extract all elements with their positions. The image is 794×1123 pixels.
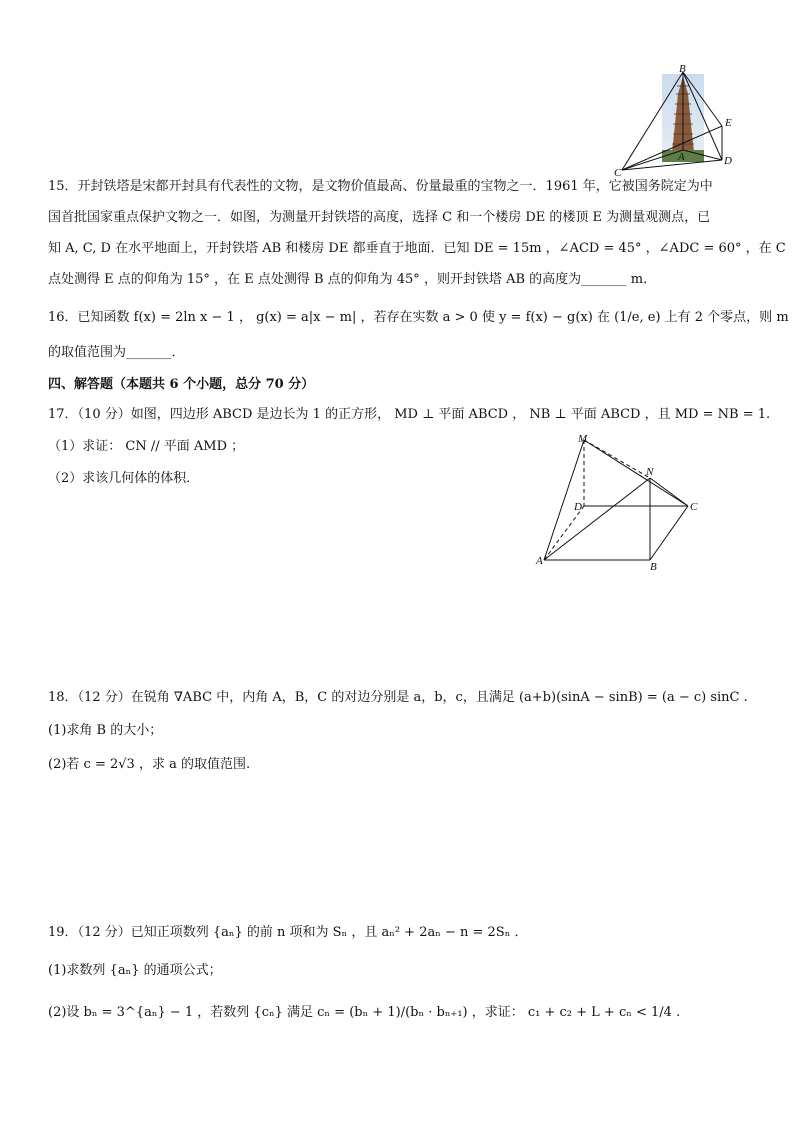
label-M: M bbox=[578, 433, 588, 445]
label-C: C bbox=[614, 167, 622, 176]
q17-part-1: （1）求证： CN // 平面 AMD ； bbox=[48, 439, 245, 454]
solid-figure bbox=[534, 430, 714, 572]
label-E: E bbox=[725, 117, 732, 129]
section-4-title: 四、解答题（本题共 6 个小题，总分 70 分） bbox=[48, 377, 315, 392]
q16-line-1: 16．已知函数 f(x) = 2ln x − 1 ， g(x) = a|x − m| ，若存在实数 a > 0 使 y = f(x) − g(x) 在 (1/e, e) 上有 2 个零点，则 m bbox=[48, 310, 789, 325]
edge-MA bbox=[544, 440, 584, 560]
q18-part-1: (1)求角 B 的大小； bbox=[48, 723, 163, 738]
label-C: C bbox=[690, 501, 698, 513]
q18-line-1: 18．（12 分）在锐角 ∇ABC 中，内角 A，B，C 的对边分别是 a，b，c，且满足 (a+b)(sinA − sinB) = (a − c) sinC . bbox=[48, 690, 748, 705]
label-N: N bbox=[646, 466, 654, 478]
q18-part-2: (2)若 c = 2√3 ，求 a 的取值范围. bbox=[48, 757, 251, 772]
q15-line-1: 15．开封铁塔是宋都开封具有代表性的文物，是文物价值最高、份量最重的宝物之一．1961 年，它被国务院定为中 bbox=[48, 179, 713, 194]
q15-line-4: 点处测得 E 点的仰角为 15° ，在 E 点处测得 B 点的仰角为 45° ，则开封铁塔 AB 的高度为_______ m． bbox=[48, 272, 657, 287]
tower-figure bbox=[612, 64, 742, 176]
edge-BC bbox=[650, 506, 688, 560]
q19-line-1: 19．（12 分）已知正项数列 {aₙ} 的前 n 项和为 Sₙ ，且 aₙ² + 2aₙ − n = 2Sₙ ． bbox=[48, 925, 528, 940]
q17-line-1: 17．（10 分）如图，四边形 ABCD 是边长为 1 的正方形， MD ⊥ 平面 ABCD ， NB ⊥ 平面 ABCD ，且 MD = NB = 1. bbox=[48, 407, 771, 422]
label-A: A bbox=[536, 555, 543, 567]
q15-line-2: 国首批国家重点保护文物之一．如图，为测量开封铁塔的高度，选择 C 和一个楼房 DE 的楼顶 E 为测量观测点，已 bbox=[48, 210, 711, 225]
label-B: B bbox=[679, 64, 686, 75]
edge-MC bbox=[584, 440, 688, 506]
label-B: B bbox=[650, 561, 657, 572]
q16-line-2: 的取值范围为_______． bbox=[48, 345, 185, 360]
q17-part-2: （2）求该几何体的体积． bbox=[48, 471, 200, 486]
edge-NA bbox=[544, 478, 650, 560]
label-A: A bbox=[678, 151, 685, 163]
edge-DA bbox=[544, 506, 584, 560]
q19-part-1: (1)求数列 {aₙ} 的通项公式； bbox=[48, 963, 222, 978]
label-D: D bbox=[724, 155, 732, 167]
q15-line-3: 知 A, C, D 在水平地面上，开封铁塔 AB 和楼房 DE 都垂直于地面．已知 DE = 15m ，∠ACD = 45° ，∠ADC = 60° ，在 C bbox=[48, 241, 786, 256]
q19-part-2: (2)设 bₙ = 3^{aₙ} − 1 ，若数列 {cₙ} 满足 cₙ = (bₙ + 1)/(bₙ · bₙ₊₁) ，求证： c₁ + c₂ + L + cₙ < 1/4 . bbox=[48, 1005, 681, 1020]
label-D: D bbox=[574, 501, 582, 513]
